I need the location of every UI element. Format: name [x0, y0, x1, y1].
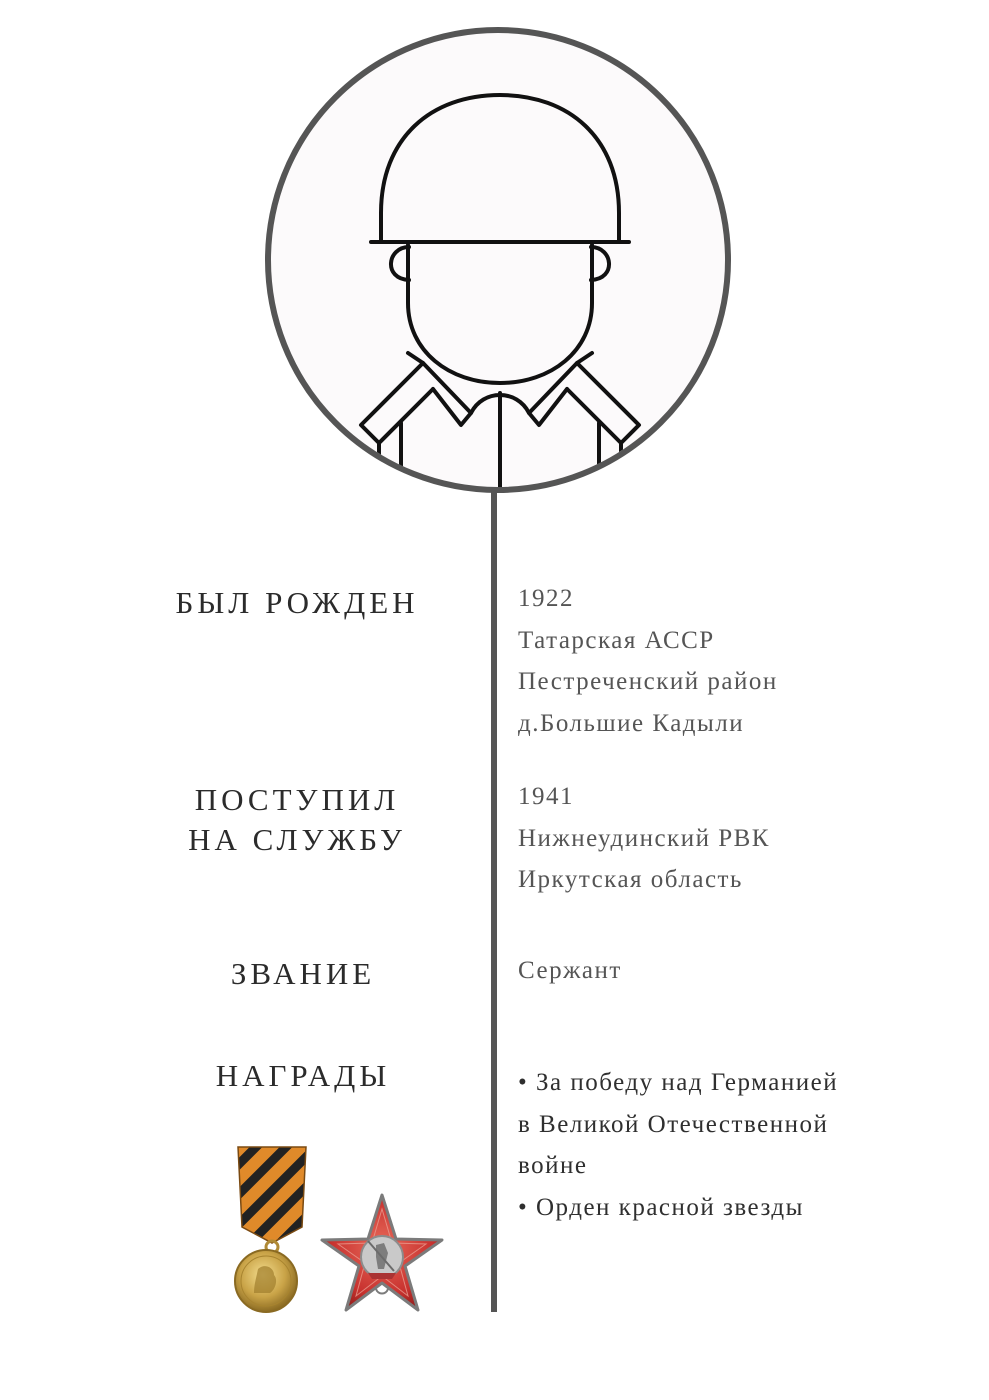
section-value-born: [518, 578, 938, 744]
section-label-line: БЫЛ РОЖДЕН: [175, 585, 419, 620]
section-label-line: НА СЛУЖБУ: [188, 822, 406, 857]
section-label-line: НАГРАДЫ: [215, 1058, 391, 1093]
section-label-line: ПОСТУПИЛ: [194, 782, 400, 817]
section-label-rank: [153, 954, 453, 994]
value-line: Нижнеудинский РВК: [518, 824, 770, 852]
value-line: Сержант: [518, 957, 622, 984]
award-line: войне: [518, 1152, 588, 1179]
value-line: 1922: [518, 585, 574, 612]
order-of-red-star-icon: [322, 1195, 442, 1310]
timeline-line: [491, 491, 497, 1312]
section-label-line: ЗВАНИЕ: [230, 956, 376, 991]
section-value-rank: [518, 950, 938, 992]
value-line: Татарская АССР: [518, 626, 715, 654]
value-line: 1941: [518, 783, 574, 810]
value-line: д.Большие Кадыли: [518, 709, 745, 737]
value-line: Иркутская область: [518, 866, 743, 893]
section-label-awards: [153, 1056, 453, 1096]
award-line: в Великой Отечественной: [518, 1110, 829, 1138]
award-line: • Орден красной звезды: [518, 1193, 804, 1221]
section-label-enlisted: [147, 780, 447, 860]
portrait-circle: [265, 27, 731, 493]
soldier-helmet-icon: [271, 33, 725, 487]
award-line: • За победу над Германией: [518, 1069, 839, 1096]
value-line: Пестреченский район: [518, 668, 778, 695]
section-value-enlisted: [518, 776, 938, 901]
section-label-born: [147, 583, 447, 623]
medals-group: [218, 1145, 450, 1315]
victory-over-germany-medal-icon: [218, 1145, 333, 1312]
section-value-awards: [518, 1062, 938, 1228]
